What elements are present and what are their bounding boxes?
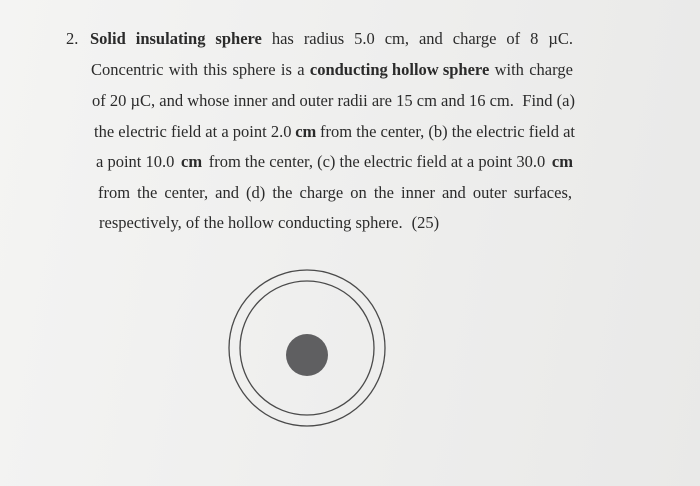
text-word: outer: [472, 183, 507, 202]
concentric-spheres-diagram: [226, 266, 390, 430]
text-run: from the center, (b) the electric field at: [320, 122, 575, 141]
text-run: the electric field at a point 2.0: [94, 122, 292, 141]
text-word: from: [98, 183, 131, 202]
text-word: insulating: [135, 29, 206, 48]
text-word: this: [203, 60, 228, 79]
text-word: with: [494, 60, 524, 79]
text-bold-unit: cm: [181, 152, 203, 171]
text-line-5: [96, 147, 573, 177]
insulating-sphere: [286, 334, 328, 376]
text-word: charge: [299, 183, 344, 202]
text-word: is: [280, 60, 292, 79]
text-word: and: [215, 183, 239, 202]
text-word: charge: [529, 60, 573, 79]
text-line-6: [98, 178, 572, 208]
problem-number: 2.: [66, 29, 79, 48]
text-word: (d): [246, 183, 266, 202]
text-word: sphere: [232, 60, 276, 79]
text-line-7: [99, 208, 439, 238]
text-word: with: [168, 60, 199, 79]
text-word: cm,: [384, 29, 409, 48]
text-run: from the center, (c) the electric field at a point 30.0: [208, 152, 546, 171]
text-line-4: [94, 117, 575, 147]
text-run: Find (a): [522, 91, 575, 110]
text-word: radius: [303, 29, 345, 48]
text-line-3: [92, 86, 575, 116]
text-word: the: [137, 183, 158, 202]
text-word: the: [373, 183, 394, 202]
text-bold-phrase: conducting hollow sphere: [309, 60, 490, 79]
text-word: inner: [401, 183, 435, 202]
text-line-2: [91, 55, 573, 85]
text-run: of 20 µC, and whose inner and outer radii are 15 cm and 16 cm.: [92, 91, 514, 110]
text-word: 8: [530, 29, 539, 48]
text-word: has: [271, 29, 294, 48]
text-word: on: [350, 183, 367, 202]
text-word: surfaces,: [513, 183, 572, 202]
text-word: the: [272, 183, 293, 202]
text-word: charge: [452, 29, 497, 48]
text-word: and: [418, 29, 443, 48]
text-word: a: [297, 60, 305, 79]
text-word: 5.0: [354, 29, 375, 48]
text-word: sphere: [215, 29, 262, 48]
text-word: of: [506, 29, 521, 48]
text-word: µC.: [548, 29, 573, 48]
text-word: Solid: [90, 29, 126, 48]
text-run: (25): [411, 213, 440, 232]
text-run: a point 10.0: [96, 152, 175, 171]
text-word: center,: [164, 183, 209, 202]
text-run: respectively, of the hollow conducting sphere.: [99, 213, 403, 232]
text-line-1: [90, 24, 573, 54]
text-bold-unit: cm: [295, 122, 317, 141]
text-bold-unit: cm: [551, 152, 573, 171]
text-word: Concentric: [91, 60, 164, 79]
text-word: and: [441, 183, 466, 202]
